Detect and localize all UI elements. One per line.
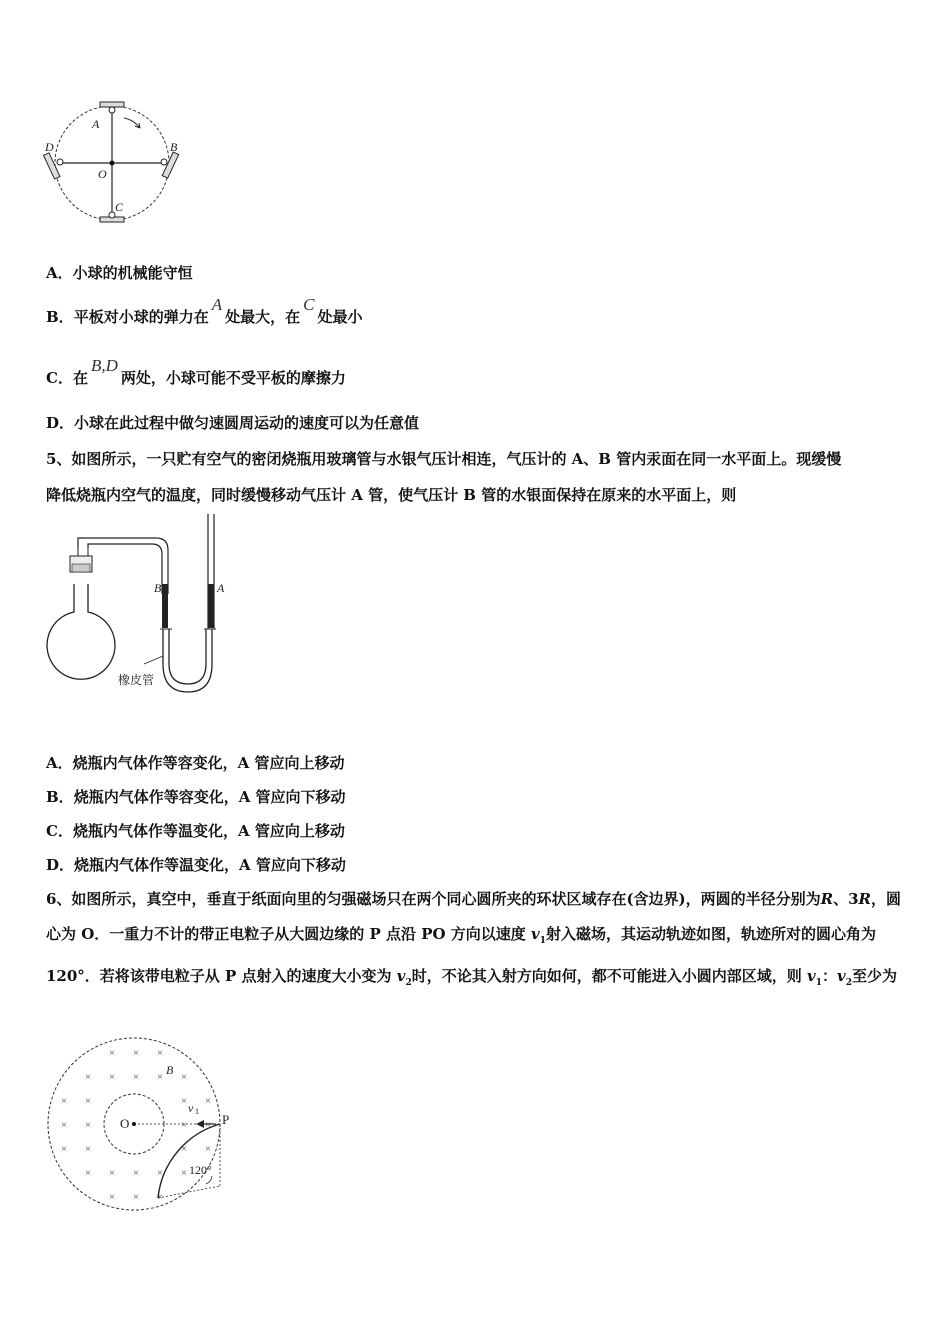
field-cross: × [156,1047,164,1059]
flask-manometer-figure [44,514,244,694]
field-cross: × [204,1119,212,1131]
field-cross: × [84,1119,92,1131]
label-d: D [45,140,54,154]
label-b-tube: B [154,581,162,595]
field-cross: × [180,1071,188,1083]
field-cross: × [156,1167,164,1179]
field-cross: × [132,1167,140,1179]
label-v1: v [188,1101,194,1115]
circle-motion-figure [40,96,200,236]
label-c: C [115,200,124,214]
field-cross: × [108,1191,116,1203]
field-cross: × [108,1167,116,1179]
label-v1-sub: 1 [195,1107,199,1116]
field-cross: × [84,1071,92,1083]
q5-option-a: A．烧瓶内气体作等容变化，A 管应向上移动 [46,754,345,772]
q4-option-a: A．小球的机械能守恒 [46,264,193,282]
q5-option-b: B．烧瓶内气体作等容变化，A 管应向下移动 [46,788,346,806]
field-crosses [61,1047,211,1203]
field-cross: × [108,1071,116,1083]
field-cross: × [132,1191,140,1203]
q5-option-d: D．烧瓶内气体作等温变化，A 管应向下移动 [46,856,346,874]
field-cross: × [180,1095,188,1107]
q4-option-b: B．平板对小球的弹力在A处最大，在C处最小 [46,295,363,326]
field-cross: × [84,1095,92,1107]
q5-option-c: C．烧瓶内气体作等温变化，A 管应向上移动 [46,822,345,840]
label-a-tube: A [217,581,225,595]
label-rubber-hose: 橡皮管 [118,673,155,687]
field-cross: × [84,1143,92,1155]
field-cross: × [156,1071,164,1083]
label-o: O [98,167,107,181]
label-o-center: O [120,1116,130,1131]
magnetic-field-figure [46,1036,246,1216]
label-angle: 120° [189,1163,212,1177]
field-cross: × [204,1143,212,1155]
field-cross: × [108,1047,116,1059]
field-cross: × [180,1143,188,1155]
label-b: B [170,140,178,154]
label-b-field: B [166,1063,174,1077]
field-cross: × [60,1143,68,1155]
field-cross: × [60,1095,68,1107]
q6-stem: 6、如图所示，真空中，垂直于纸面向里的匀强磁场只在两个同心圆所夹的环状区域存在(含边界)，两圆的半径分别为R、3R，圆心为 O．一重力不计的带正电粒子从大圆边缘的 P 点沿 PO 方向以速度 $v_1$射入磁场，其运动轨迹如图，轨迹所对的圆心角为 120°．若将该带电粒子从 P 点射入的速度大小变为 $v_2$时，不论其入射方向如何，都不可能进入小圆内部区域，则 $v_1$：$v_2$至少为 [46,890,902,988]
field-cross: × [132,1047,140,1059]
field-cross: × [180,1119,188,1131]
field-cross: × [84,1167,92,1179]
field-cross: × [132,1071,140,1083]
field-cross: × [60,1119,68,1131]
field-cross: × [204,1095,212,1107]
q5-stem-line1: 5、如图所示，一只贮有空气的密闭烧瓶用玻璃管与水银气压计相连，气压计的 A、B 管内汞面在同一水平面上。现缓慢 [46,450,842,468]
q4-option-c: C．在B,D两处，小球可能不受平板的摩擦力 [46,356,346,387]
q5-stem-line2: 降低烧瓶内空气的温度，同时缓慢移动气压计 A 管，使气压计 B 管的水银面保持在原来的水平面上，则 [46,486,737,504]
label-p-point: P [222,1112,230,1127]
field-cross: × [156,1191,164,1203]
q4-option-d: D．小球在此过程中做匀速圆周运动的速度可以为任意值 [46,414,420,432]
label-a: A [92,117,100,131]
field-cross: × [180,1167,188,1179]
